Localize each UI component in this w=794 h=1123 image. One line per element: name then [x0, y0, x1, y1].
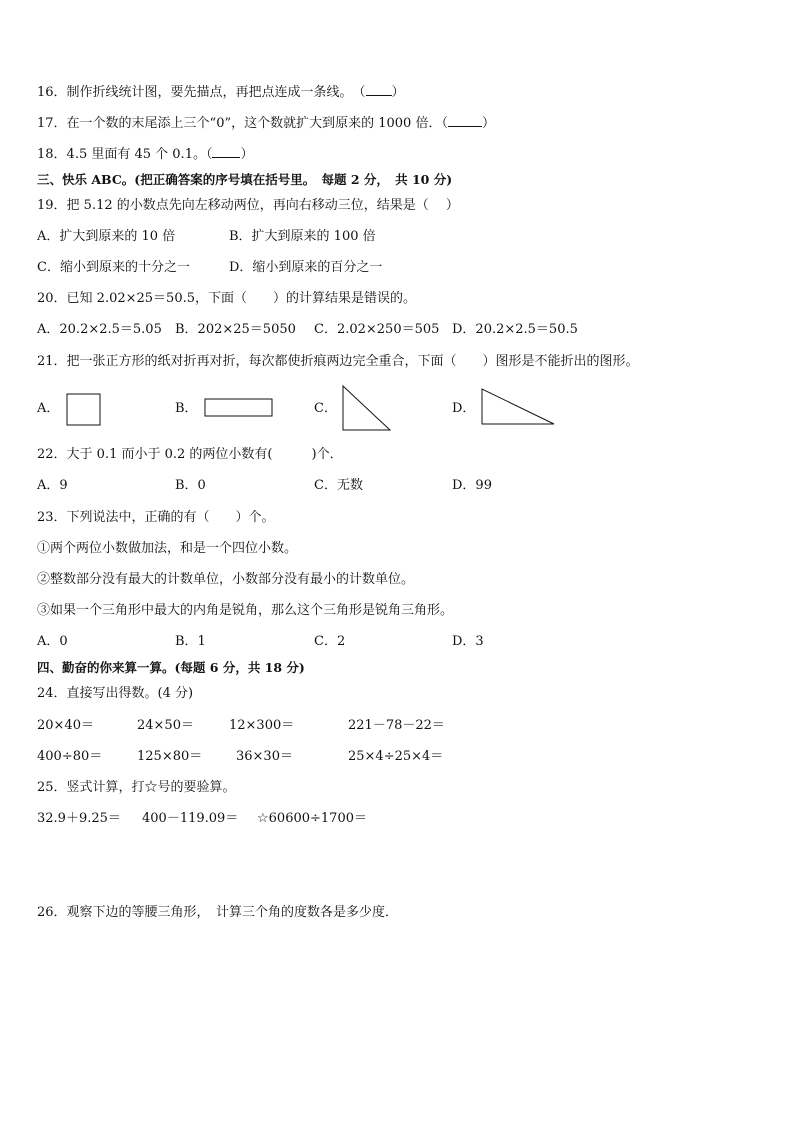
option-c[interactable]: C．无数: [314, 478, 363, 493]
option-a[interactable]: A．9: [37, 478, 68, 493]
question-26-stem: 26．观察下边的等腰三角形， 计算三个角的度数各是多少度．: [37, 905, 399, 920]
vertical-calc-item: 400－119.09＝: [142, 811, 239, 826]
option-d-label[interactable]: D．: [452, 401, 476, 416]
square-shape: [66, 393, 102, 427]
option-d[interactable]: D．3: [452, 634, 484, 649]
option-d[interactable]: D．缩小到原来的百分之一: [229, 260, 383, 275]
section-4-title: 四、勤奋的你来算一算。(每题 6 分，共 18 分): [37, 660, 305, 675]
option-a[interactable]: A．0: [37, 634, 68, 649]
calc-item: 221－78－22＝: [348, 718, 445, 733]
option-c-label[interactable]: C．: [314, 401, 337, 416]
option-c[interactable]: C．2.02×250＝505: [314, 322, 440, 337]
question-18-text: 18．4.5 里面有 45 个 0.1。（: [37, 147, 213, 162]
option-a[interactable]: A．20.2×2.5＝5.05: [37, 322, 162, 337]
calc-item: 24×50＝: [137, 718, 194, 733]
option-c[interactable]: C．2: [314, 634, 346, 649]
question-18-close: ）: [240, 147, 254, 162]
question-17-text: 17．在一个数的末尾添上三个“0”，这个数就扩大到原来的 1000 倍．（: [37, 116, 448, 131]
right-triangle-shape-tall: [340, 384, 392, 433]
answer-blank[interactable]: [448, 115, 482, 127]
option-b[interactable]: B．202×25＝5050: [175, 322, 296, 337]
option-b-label[interactable]: B．: [175, 401, 198, 416]
statement-1: ①两个两位小数做加法，和是一个四位小数。: [37, 541, 298, 556]
right-triangle-shape-wide: [479, 387, 557, 427]
calc-item: 36×30＝: [236, 749, 293, 764]
answer-blank[interactable]: [212, 146, 240, 158]
option-b[interactable]: B．扩大到原来的 100 倍: [229, 229, 376, 244]
vertical-calc-item: 32.9＋9.25＝: [37, 811, 121, 826]
section-3-title: 三、快乐 ABC。(把正确答案的序号填在括号里。 每题 2 分， 共 10 分): [37, 172, 453, 187]
question-23-stem: 23．下列说法中，正确的有（ ）个。: [37, 510, 275, 525]
calc-item: 12×300＝: [229, 718, 295, 733]
statement-3: ③如果一个三角形中最大的内角是锐角，那么这个三角形是锐角三角形。: [37, 603, 454, 618]
option-b[interactable]: B．1: [175, 634, 206, 649]
option-a[interactable]: A．扩大到原来的 10 倍: [37, 229, 176, 244]
question-16: [37, 84, 405, 101]
question-17: [37, 115, 495, 132]
answer-blank[interactable]: [366, 84, 392, 96]
calc-item: 25×4÷25×4＝: [348, 749, 444, 764]
calc-item: 20×40＝: [37, 718, 94, 733]
question-21-stem: 21．把一张正方形的纸对折再对折，每次都使折痕两边完全重合，下面（ ）图形是不能折出的图形。: [37, 354, 639, 369]
option-b[interactable]: B．0: [175, 478, 206, 493]
rectangle-shape: [204, 398, 274, 418]
question-19-stem: 19．把 5.12 的小数点先向左移动两位，再向右移动三位，结果是（ ）: [37, 198, 459, 213]
question-25-stem: 25．竖式计算，打☆号的要验算。: [37, 780, 236, 795]
option-c[interactable]: C．缩小到原来的十分之一: [37, 260, 190, 275]
question-18: [37, 146, 253, 163]
vertical-calc-item: ☆60600÷1700＝: [257, 811, 367, 826]
question-20-stem: 20．已知 2.02×25＝50.5，下面（ ）的计算结果是错误的。: [37, 291, 416, 306]
calc-item: 125×80＝: [137, 749, 203, 764]
option-a-label[interactable]: A．: [37, 401, 60, 416]
question-17-close: ）: [481, 116, 495, 131]
option-d[interactable]: D．20.2×2.5＝50.5: [452, 322, 578, 337]
question-16-close: ）: [391, 85, 405, 100]
calc-item: 400÷80＝: [37, 749, 103, 764]
question-24-stem: 24．直接写出得数。(4 分): [37, 686, 194, 701]
option-d[interactable]: D．99: [452, 478, 492, 493]
question-16-text: 16．制作折线统计图，要先描点，再把点连成一条线。 （: [37, 85, 366, 100]
statement-2: ②整数部分没有最大的计数单位，小数部分没有最小的计数单位。: [37, 572, 415, 587]
question-22-stem: 22．大于 0.1 而小于 0.2 的两位小数有( )个．: [37, 447, 343, 462]
